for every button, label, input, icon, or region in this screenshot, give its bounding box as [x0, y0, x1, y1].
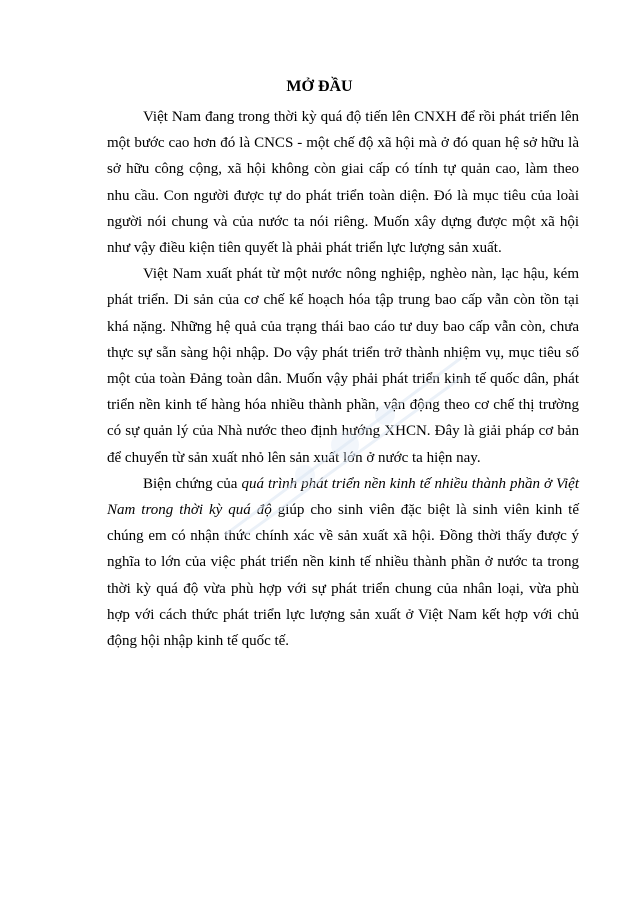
paragraph-3-italic-topic: quá trình phát triển nền kinh tế nhiều thành phần ở Việt Nam trong thời kỳ quá độ	[107, 475, 579, 519]
paragraph-2-text: Việt Nam xuất phát từ một nước nông nghiệp, nghèo nàn, lạc hậu, kém phát triển. Di sản của cơ chế kế hoạch hóa tập trung bao cấp vẫn còn tồn tại khá nặng. Những hệ quả của trạng thái bao cáo tư duy bao cấp vẫn còn, chưa thực sự sẵn sàng hội nhập. Do vậy phát triển trở thành nhiệm vụ, mục tiêu số một của toàn Đảng toàn dân. Muốn vậy phải phát triển kinh tế quốc dân, phát triển nền kinh tế hàng hóa nhiều thành phần, vận động theo cơ chế thị trường có sự quản lý của Nhà nước theo định hướng XHCN. Đây là giải pháp cơ bản để chuyển từ sản xuất nhỏ lên sản xuất lớn ở nước ta hiện nay.	[107, 266, 579, 466]
paragraph-3	[107, 471, 579, 654]
paragraph-3-text-start: Biện chứng của	[143, 475, 242, 492]
paragraph-1	[107, 104, 579, 261]
paragraph-2	[107, 261, 579, 471]
page-title: MỞ ĐẦU	[286, 78, 353, 95]
paragraph-1-text: Việt Nam đang trong thời kỳ quá độ tiến lên CNXH để rồi phát triển lên một bước cao hơn đó là CNCS - một chế độ xã hội mà ở đó quan hệ sở hữu là sở hữu công cộng, xã hội không còn giai cấp có tính tự quản cao, làm theo nhu cầu. Con người được tự do phát triển toàn diện. Đó là mục tiêu của loài người nói chung và của nước ta nói riêng. Muốn xây dựng được một xã hội như vậy điều kiện tiên quyết là phải phát triển lực lượng sản xuất.	[107, 109, 579, 257]
paragraph-3-text-end: giúp cho sinh viên đặc biệt là sinh viên kinh tế chúng em có nhận thức chính xác về sản xuất xã hội. Đồng thời thấy được ý nghĩa to lớn của việc phát triển nền kinh tế nhiều thành phần ở nước ta trong thời kỳ quá độ vừa phù hợp với sự phát triển chung của nhân loại, vừa phù hợp với cách thức phát triển lực lượng sản xuất ở Việt Nam kết hợp với chủ động hội nhập kinh tế quốc tế.	[107, 502, 579, 650]
body-text	[107, 104, 579, 654]
